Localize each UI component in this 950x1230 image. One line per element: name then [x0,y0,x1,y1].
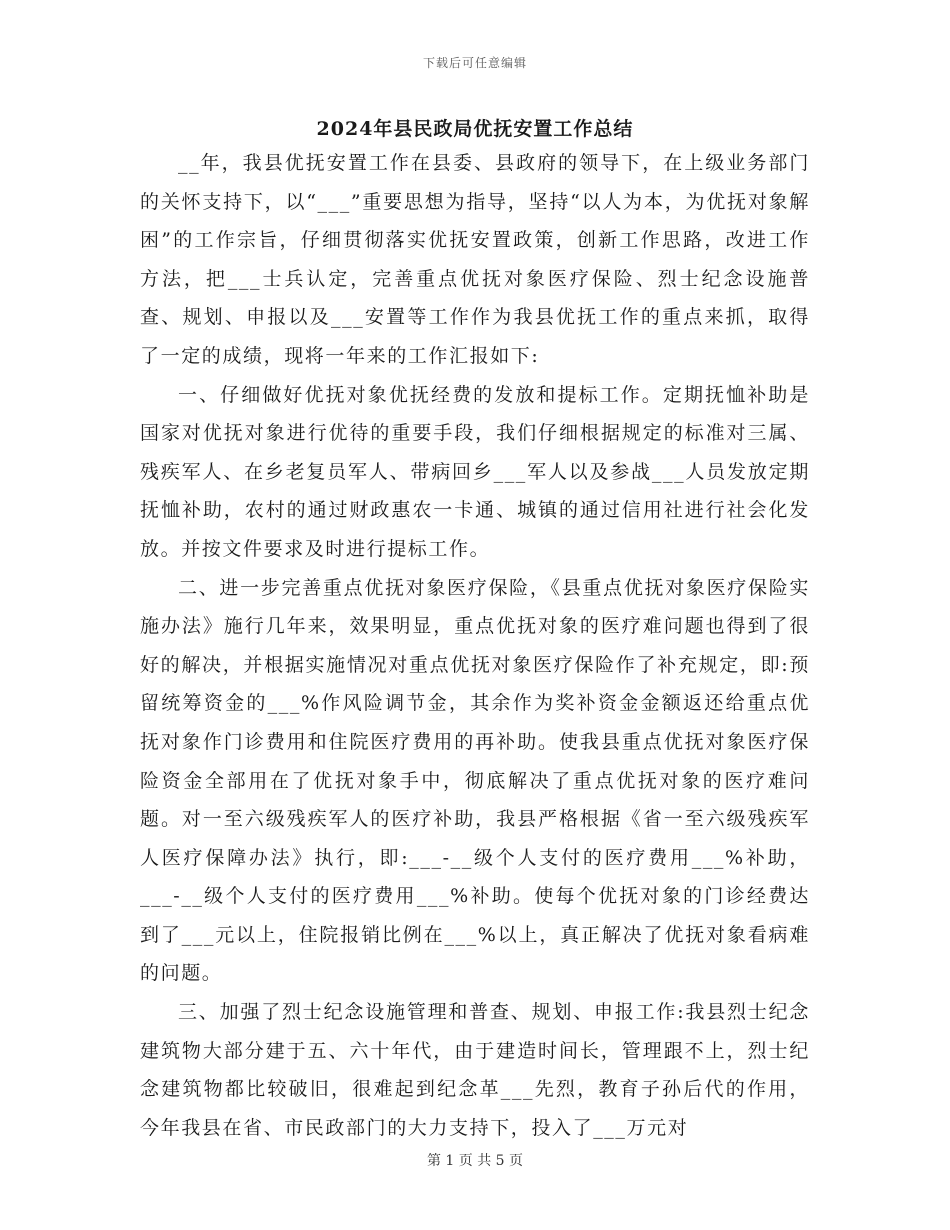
paragraph-intro: __年，我县优抚安置工作在县委、县政府的领导下，在上级业务部门的关怀支持下，以“___”重要思想为指导，坚持“以人为本，为优抚对象解困”的工作宗旨，仔细贯彻落实优抚安置政策，创新工作思路，改进工作方法，把___士兵认定，完善重点优抚对象医疗保险、烈士纪念设施普查、规划、申报以及___安置等工作作为我县优抚工作的重点来抓，取得了一定的成绩，现将一年来的工作汇报如下: [140,152,810,367]
header-note: 下载后可任意编辑 [422,56,527,70]
page-number: 第 1 页 共 5 页 [426,1153,524,1169]
document-title: 2024年县民政局优抚安置工作总结 [316,118,634,140]
document-body [140,144,810,1147]
paragraph-section-3: 三、加强了烈士纪念设施管理和普查、规划、申报工作:我县烈士纪念建筑物大部分建于五、六十年代，由于建造时间长，管理跟不上，烈士纪念建筑物都比较破旧，很难起到纪念革___先烈，教育子孙后代的作用，今年我县在省、市民政部门的大力支持下，投入了___万元对 [140,1001,810,1139]
paragraph-section-1: 一、仔细做好优抚对象优抚经费的发放和提标工作。定期抚恤补助是国家对优抚对象进行优待的重要手段，我们仔细根据规定的标准对三属、残疾军人、在乡老复员军人、带病回乡___军人以及参战___人员发放定期抚恤补助，农村的通过财政惠农一卡通、城镇的通过信用社进行社会化发放。并按文件要求及时进行提标工作。 [140,383,810,560]
paragraph-section-2: 二、进一步完善重点优抚对象医疗保险，《县重点优抚对象医疗保险实施办法》施行几年来，效果明显，重点优抚对象的医疗难问题也得到了很好的解决，并根据实施情况对重点优抚对象医疗保险作了补充规定，即:预留统筹资金的___%作风险调节金，其余作为奖补资金金额返还给重点优抚对象作门诊费用和住院医疗费用的再补助。使我县重点优抚对象医疗保险资金全部用在了优抚对象手中，彻底解决了重点优抚对象的医疗难问题。对一至六级残疾军人的医疗补助，我县严格根据《省一至六级残疾军人医疗保障办法》执行，即:___-__级个人支付的医疗费用___%补助，___-__级个人支付的医疗费用___%补助。使每个优抚对象的门诊经费达到了___元以上，住院报销比例在___%以上，真正解决了优抚对象看病难的问题。 [140,576,810,985]
